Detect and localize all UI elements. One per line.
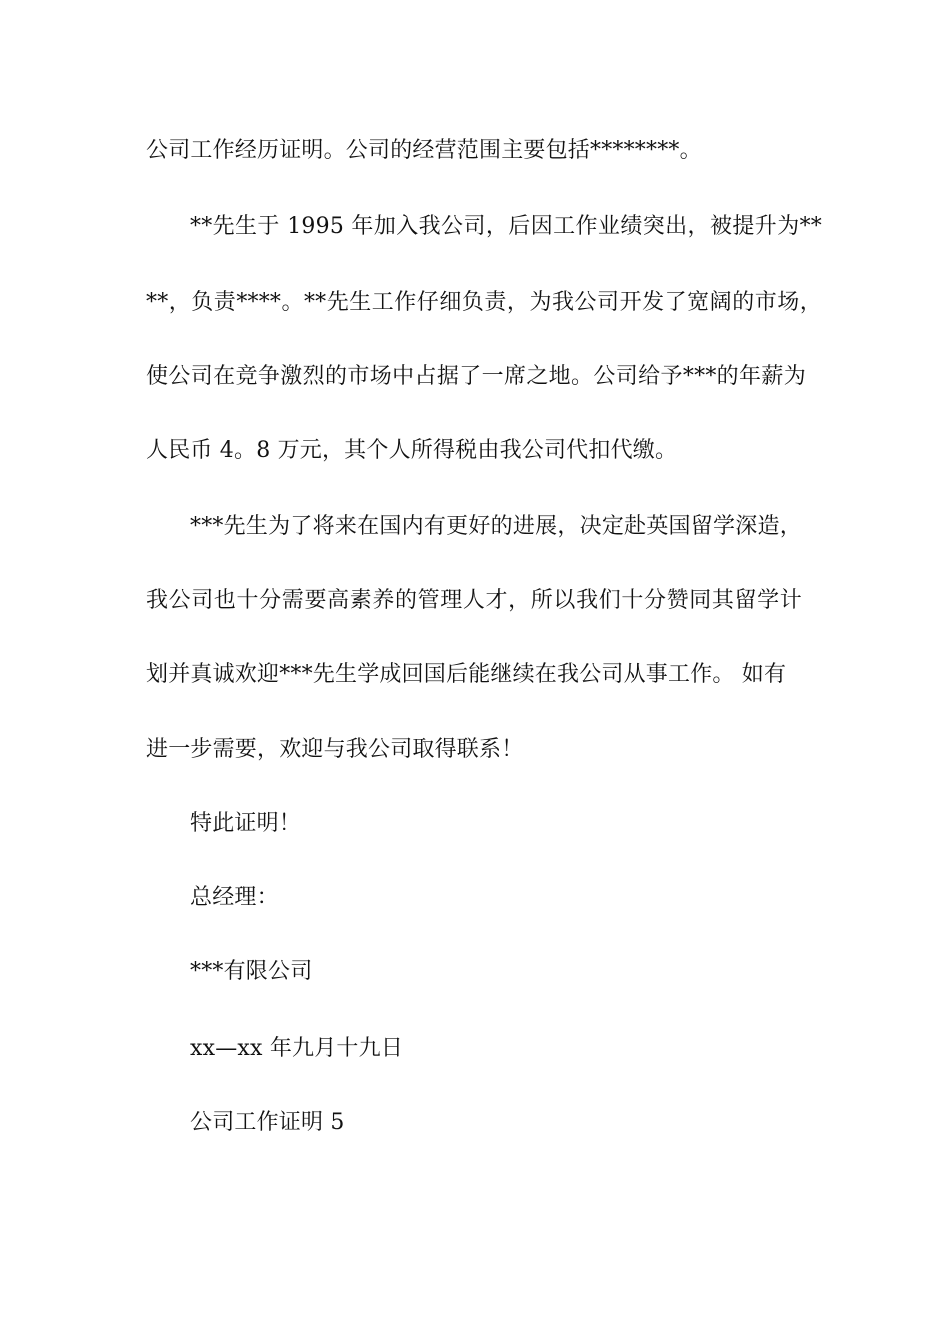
paragraph-line-2: **先生于 1995 年加入我公司，后因工作业绩突出，被提升为**	[190, 214, 822, 239]
paragraph-line-7: 我公司也十分需要高素养的管理人才，所以我们十分赞同其留学计	[146, 588, 802, 613]
general-manager-label: 总经理：	[190, 885, 279, 910]
paragraph-line-4: 使公司在竞争激烈的市场中占据了一席之地。公司给予***的年薪为	[146, 364, 806, 389]
section-heading: 公司工作证明 5	[190, 1110, 345, 1135]
paragraph-line-9: 进一步需要，欢迎与我公司取得联系！	[146, 737, 524, 762]
certification-statement: 特此证明！	[190, 811, 302, 836]
paragraph-line-8: 划并真诚欢迎***先生学成回国后能继续在我公司从事工作。 如有	[146, 662, 787, 687]
paragraph-line-1: 公司工作经历证明。公司的经营范围主要包括********。	[146, 138, 702, 163]
document-date: xx—xx 年九月十九日	[190, 1036, 404, 1061]
paragraph-line-3: **，负责****。**先生工作仔细负责，为我公司开发了宽阔的市场，	[146, 290, 822, 315]
paragraph-line-5: 人民币 4。8 万元，其个人所得税由我公司代扣代缴。	[146, 438, 678, 463]
paragraph-line-6: ***先生为了将来在国内有更好的进展，决定赴英国留学深造，	[190, 514, 802, 539]
company-name: ***有限公司	[190, 959, 313, 984]
